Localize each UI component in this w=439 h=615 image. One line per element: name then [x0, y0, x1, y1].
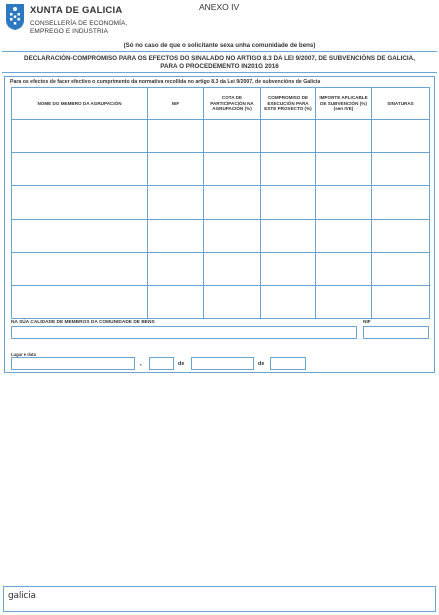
member-name-cell[interactable] [12, 153, 148, 186]
member-name-cell[interactable] [12, 120, 148, 153]
community-nif-label: NIF [363, 320, 371, 325]
member-name-cell[interactable] [12, 285, 148, 318]
table-row [12, 153, 430, 186]
column-header-commitment: COMPROMISO DE EXECUCIÓN PARA ESTE PROXECTO (%) [261, 88, 316, 120]
signature-cell[interactable] [372, 153, 430, 186]
member-name-cell[interactable] [12, 219, 148, 252]
day-field[interactable] [149, 357, 174, 370]
nif-cell[interactable] [148, 252, 204, 285]
department-line-1: CONSELLERÍA DE ECONOMÍA, [30, 20, 128, 27]
quota-cell[interactable] [204, 285, 261, 318]
commitment-cell[interactable] [261, 186, 316, 219]
quota-cell[interactable] [204, 219, 261, 252]
place-date-label: Lugar e data [11, 352, 36, 357]
member-name-cell[interactable] [12, 252, 148, 285]
column-header-amount: IMPORTE APLICABLE DE SUBVENCIÓN (%) (sen IVE) [316, 88, 372, 120]
column-header-name: NOME DO MEMBRO DA AGRUPACIÓN [12, 88, 148, 120]
table-header-row [12, 88, 430, 120]
nif-cell[interactable] [148, 285, 204, 318]
xunta-shield-icon [5, 3, 25, 31]
signature-cell[interactable] [372, 120, 430, 153]
place-field[interactable] [11, 357, 135, 370]
department-line-2: EMPREGO E INDUSTRIA [30, 28, 109, 35]
subtitle: (Só no caso de que o solicitante sexa unha comunidade de bens) [123, 42, 316, 49]
galicia-logo: galicia [8, 591, 36, 601]
nif-cell[interactable] [148, 120, 204, 153]
year-field[interactable] [270, 357, 306, 370]
community-label: NA SÚA CALIDADE DE MEMBROS DA COMUNIDADE DE BENS [11, 320, 155, 325]
annex-label: ANEXO IV [199, 2, 240, 12]
signature-cell[interactable] [372, 219, 430, 252]
table-row [12, 219, 430, 252]
table-row [12, 285, 430, 318]
amount-cell[interactable] [316, 285, 372, 318]
amount-cell[interactable] [316, 186, 372, 219]
amount-cell[interactable] [316, 252, 372, 285]
nif-cell[interactable] [148, 186, 204, 219]
header [5, 3, 205, 43]
commitment-cell[interactable] [261, 120, 316, 153]
commitment-cell[interactable] [261, 153, 316, 186]
table-row [12, 186, 430, 219]
de-label-1: de [178, 361, 185, 367]
quota-cell[interactable] [204, 186, 261, 219]
declaration-title-line-1: DECLARACIÓN-COMPROMISO PARA OS EFECTOS DO SINALADO NO ARTIGO 8.3 DA LEI 9/2007, DE SUBVENCIÓNS DE GALICIA, [24, 55, 415, 62]
commitment-cell[interactable] [261, 252, 316, 285]
divider-bottom [2, 72, 437, 73]
de-label-2: de [258, 361, 265, 367]
community-name-field[interactable] [11, 326, 357, 339]
nif-cell[interactable] [148, 153, 204, 186]
month-field[interactable] [191, 357, 254, 370]
signature-cell[interactable] [372, 285, 430, 318]
declaration-title-line-2: PARA O PROCEDEMENTO IN201G 2016 [160, 63, 279, 70]
signature-cell[interactable] [372, 186, 430, 219]
amount-cell[interactable] [316, 219, 372, 252]
community-nif-field[interactable] [363, 326, 429, 339]
quota-cell[interactable] [204, 120, 261, 153]
table-row [12, 120, 430, 153]
commitment-cell[interactable] [261, 285, 316, 318]
column-header-nif: NIF [148, 88, 204, 120]
members-table [11, 87, 430, 319]
divider-top [2, 51, 437, 52]
member-name-cell[interactable] [12, 186, 148, 219]
quota-cell[interactable] [204, 153, 261, 186]
table-row [12, 252, 430, 285]
comma-separator: , [140, 361, 142, 367]
amount-cell[interactable] [316, 153, 372, 186]
commitment-cell[interactable] [261, 219, 316, 252]
amount-cell[interactable] [316, 120, 372, 153]
section-intro: Para os efectos de facer efectivo o cumprimento da normativa recollida no artigo 8.3 da Lei 9/2007, de subvencións de Galicia [10, 79, 321, 85]
signature-cell[interactable] [372, 252, 430, 285]
column-header-quota: COTA DE PARTICIPACIÓN NA AGRUPACIÓN (%) [204, 88, 261, 120]
nif-cell[interactable] [148, 219, 204, 252]
org-name: XUNTA DE GALICIA [30, 5, 123, 16]
footer [3, 586, 436, 612]
quota-cell[interactable] [204, 252, 261, 285]
column-header-signatures: SINATURAS [372, 88, 430, 120]
